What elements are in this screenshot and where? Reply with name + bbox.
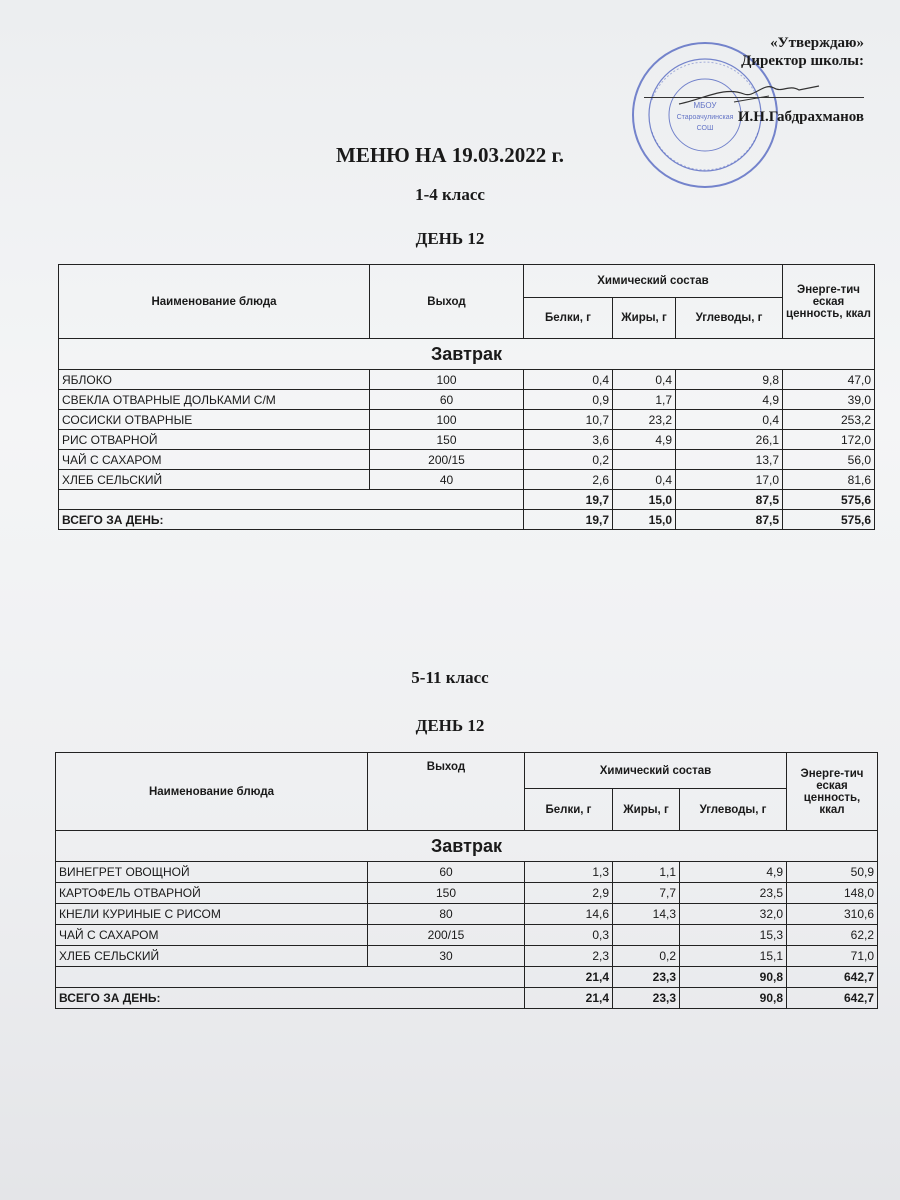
header-carb: Углеводы, г — [680, 789, 787, 831]
dish-fat: 23,2 — [613, 410, 676, 430]
table-row — [59, 410, 875, 430]
dish-energy: 56,0 — [783, 450, 875, 470]
dish-protein: 0,4 — [524, 370, 613, 390]
dish-yield: 100 — [370, 370, 524, 390]
subtotal-carb: 87,5 — [676, 490, 783, 510]
header-chemical: Химический состав — [525, 753, 787, 789]
dish-protein: 14,6 — [525, 904, 613, 925]
dish-name: ХЛЕБ СЕЛЬСКИЙ — [56, 946, 368, 967]
dish-yield: 60 — [368, 862, 525, 883]
dish-fat: 0,4 — [613, 370, 676, 390]
dish-name: ЯБЛОКО — [59, 370, 370, 390]
svg-text:МБОУ: МБОУ — [693, 101, 717, 110]
header-fat: Жиры, г — [613, 298, 676, 339]
subtotal-protein: 19,7 — [524, 490, 613, 510]
table-row — [59, 370, 875, 390]
dish-protein: 10,7 — [524, 410, 613, 430]
subtotal-protein: 21,4 — [525, 967, 613, 988]
header-chemical: Химический состав — [524, 265, 783, 298]
dish-yield: 100 — [370, 410, 524, 430]
dish-energy: 47,0 — [783, 370, 875, 390]
dish-carb: 9,8 — [676, 370, 783, 390]
total-energy: 642,7 — [787, 988, 878, 1009]
dish-carb: 15,1 — [680, 946, 787, 967]
header-yield: Выход — [368, 753, 525, 831]
total-protein: 19,7 — [524, 510, 613, 530]
dish-name: КАРТОФЕЛЬ ОТВАРНОЙ — [56, 883, 368, 904]
dish-energy: 310,6 — [787, 904, 878, 925]
dish-protein: 3,6 — [524, 430, 613, 450]
header-energy: Энерге-тич еская ценность, ккал — [783, 265, 875, 339]
dish-fat: 4,9 — [613, 430, 676, 450]
dish-name: ХЛЕБ СЕЛЬСКИЙ — [59, 470, 370, 490]
dish-fat: 0,2 — [613, 946, 680, 967]
subtotal-carb: 90,8 — [680, 967, 787, 988]
subtotal-energy: 575,6 — [783, 490, 875, 510]
dish-carb: 13,7 — [676, 450, 783, 470]
dish-yield: 60 — [370, 390, 524, 410]
header-energy: Энерге-тич еская ценность, ккал — [787, 753, 878, 831]
table-row — [56, 904, 878, 925]
table-row — [59, 450, 875, 470]
svg-text:СОШ: СОШ — [696, 125, 714, 132]
menu-table — [55, 752, 878, 1009]
dish-fat: 1,7 — [613, 390, 676, 410]
total-energy: 575,6 — [783, 510, 875, 530]
total-protein: 21,4 — [525, 988, 613, 1009]
table-row — [56, 925, 878, 946]
dish-name: КНЕЛИ КУРИНЫЕ С РИСОМ — [56, 904, 368, 925]
table-row — [59, 430, 875, 450]
dish-carb: 17,0 — [676, 470, 783, 490]
total-row — [59, 510, 875, 530]
dish-energy: 71,0 — [787, 946, 878, 967]
subtotal-fat: 15,0 — [613, 490, 676, 510]
total-label: ВСЕГО ЗА ДЕНЬ: — [59, 510, 524, 530]
total-carb: 90,8 — [680, 988, 787, 1009]
meal-title: Завтрак — [56, 831, 878, 862]
dish-carb: 23,5 — [680, 883, 787, 904]
signature-line — [644, 97, 864, 98]
dish-yield: 200/15 — [368, 925, 525, 946]
header-carb: Углеводы, г — [676, 298, 783, 339]
subtotal-row — [56, 967, 878, 988]
dish-fat: 0,4 — [613, 470, 676, 490]
dish-protein: 2,9 — [525, 883, 613, 904]
dish-yield: 40 — [370, 470, 524, 490]
dish-fat: 1,1 — [613, 862, 680, 883]
day-label: ДЕНЬ 12 — [415, 229, 485, 248]
dish-carb: 15,3 — [680, 925, 787, 946]
approval-label: «Утверждаю» — [770, 35, 864, 51]
total-fat: 15,0 — [613, 510, 676, 530]
menu-rows — [59, 370, 875, 490]
dish-carb: 4,9 — [676, 390, 783, 410]
header-protein: Белки, г — [525, 789, 613, 831]
dish-energy: 81,6 — [783, 470, 875, 490]
dish-name: РИС ОТВАРНОЙ — [59, 430, 370, 450]
approval-block — [737, 34, 864, 125]
dish-name: ВИНЕГРЕТ ОВОЩНОЙ — [56, 862, 368, 883]
dish-name: ЧАЙ С САХАРОМ — [56, 925, 368, 946]
dish-name: СОСИСКИ ОТВАРНЫЕ — [59, 410, 370, 430]
header-fat: Жиры, г — [613, 789, 680, 831]
menu-rows — [56, 862, 878, 967]
table-row — [56, 862, 878, 883]
class-label: 1-4 класс — [415, 185, 485, 204]
header-yield: Выход — [370, 265, 524, 339]
table-row — [56, 946, 878, 967]
dish-energy: 148,0 — [787, 883, 878, 904]
dish-protein: 0,2 — [524, 450, 613, 470]
total-row — [56, 988, 878, 1009]
signature-icon — [674, 74, 824, 110]
meal-title: Завтрак — [59, 339, 875, 370]
table-row — [59, 470, 875, 490]
dish-carb: 0,4 — [676, 410, 783, 430]
dish-energy: 172,0 — [783, 430, 875, 450]
header-dish: Наименование блюда — [56, 753, 368, 831]
dish-protein: 0,3 — [525, 925, 613, 946]
dish-carb: 32,0 — [680, 904, 787, 925]
dish-protein: 2,6 — [524, 470, 613, 490]
approval-signer: И.Н.Габдрахманов — [737, 109, 864, 125]
day-label: ДЕНЬ 12 — [415, 716, 485, 735]
approval-position: Директор школы: — [741, 53, 864, 69]
dish-energy: 62,2 — [787, 925, 878, 946]
dish-yield: 150 — [370, 430, 524, 450]
subtotal-row — [59, 490, 875, 510]
menu-table — [58, 264, 875, 530]
dish-protein: 2,3 — [525, 946, 613, 967]
table-row — [59, 390, 875, 410]
dish-carb: 4,9 — [680, 862, 787, 883]
total-fat: 23,3 — [613, 988, 680, 1009]
svg-text:Староачулинская: Староачулинская — [676, 114, 734, 121]
dish-fat: 14,3 — [613, 904, 680, 925]
table-row — [56, 883, 878, 904]
dish-carb: 26,1 — [676, 430, 783, 450]
dish-fat: 7,7 — [613, 883, 680, 904]
header-dish: Наименование блюда — [59, 265, 370, 339]
dish-energy: 39,0 — [783, 390, 875, 410]
dish-energy: 253,2 — [783, 410, 875, 430]
dish-yield: 30 — [368, 946, 525, 967]
total-carb: 87,5 — [676, 510, 783, 530]
dish-yield: 150 — [368, 883, 525, 904]
dish-fat — [613, 925, 680, 946]
dish-protein: 0,9 — [524, 390, 613, 410]
dish-name: СВЕКЛА ОТВАРНЫЕ ДОЛЬКАМИ С/М — [59, 390, 370, 410]
dish-name: ЧАЙ С САХАРОМ — [59, 450, 370, 470]
dish-yield: 80 — [368, 904, 525, 925]
page-title: МЕНЮ НА 19.03.2022 г. — [336, 143, 564, 167]
dish-fat — [613, 450, 676, 470]
dish-protein: 1,3 — [525, 862, 613, 883]
header-protein: Белки, г — [524, 298, 613, 339]
dish-yield: 200/15 — [370, 450, 524, 470]
subtotal-energy: 642,7 — [787, 967, 878, 988]
total-label: ВСЕГО ЗА ДЕНЬ: — [56, 988, 525, 1009]
class-label: 5-11 класс — [411, 668, 489, 687]
subtotal-fat: 23,3 — [613, 967, 680, 988]
dish-energy: 50,9 — [787, 862, 878, 883]
